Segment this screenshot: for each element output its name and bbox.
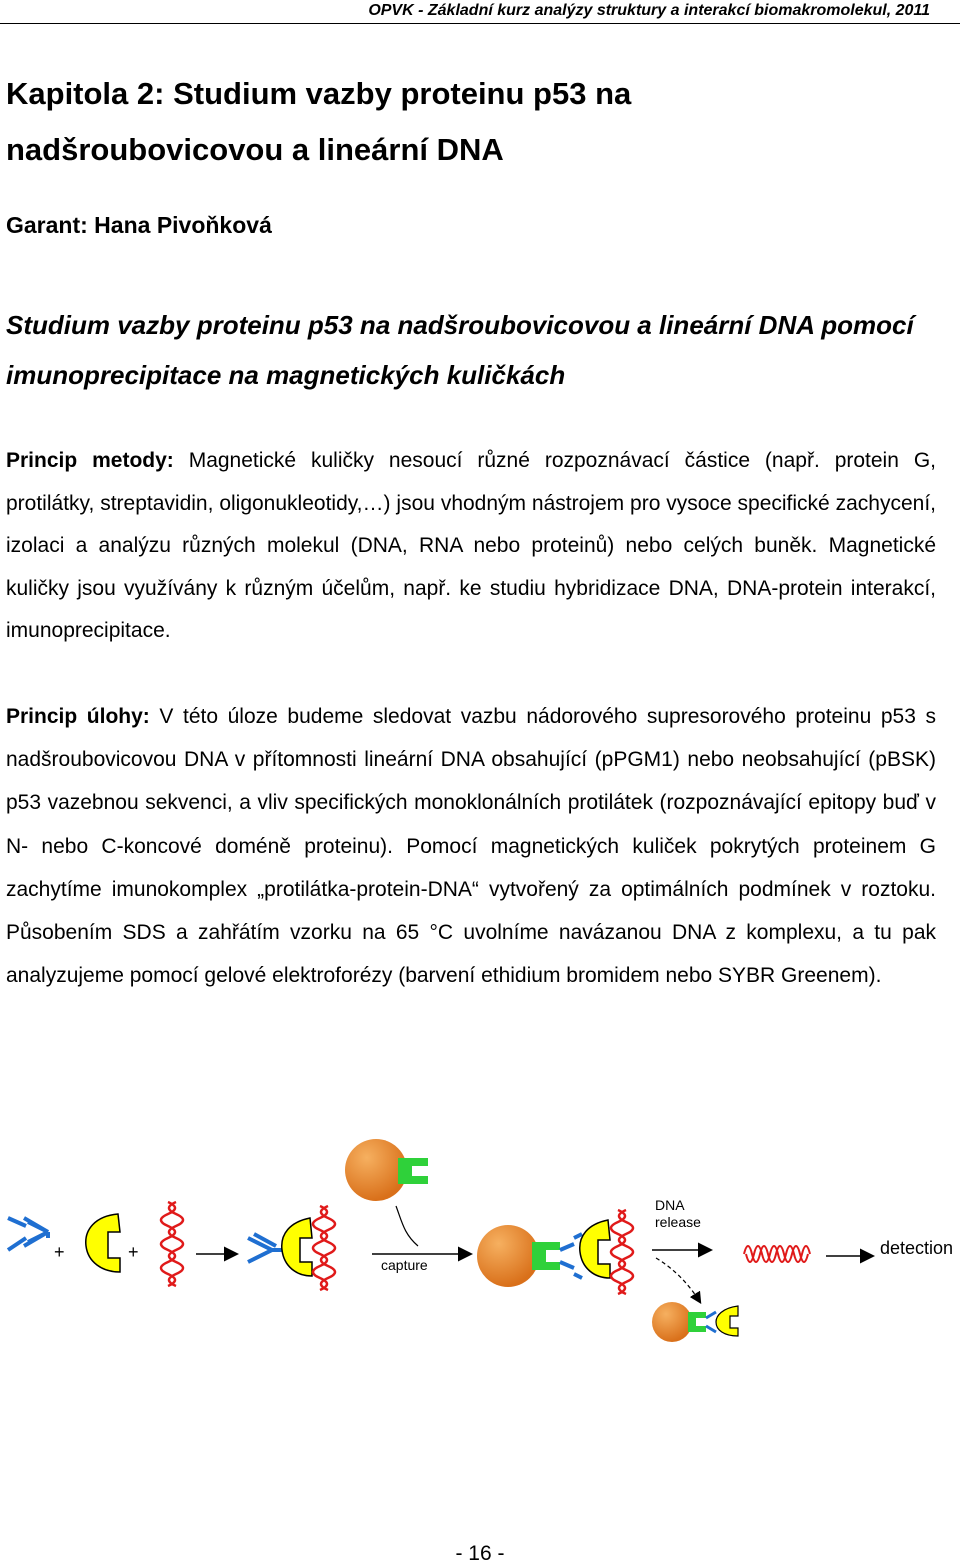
plus-sign: +	[128, 1242, 139, 1262]
principle-method-text: Magnetické kuličky nesoucí různé rozpoznávací částice (např. protein G, protilátky, streptavidin, oligonukleotidy,…) jsou vhodným nástrojem pro vysoce specifické zachycení, izolaci a analýzu různých molekul (DNA, RNA nebo proteinů) nebo celých buněk. Magnetické kuličky jsou využívány k různým účelům, např. ke studiu hybridizace DNA, DNA-protein interakcí, imunoprecipitace.	[6, 449, 936, 643]
released-dna-icon	[744, 1246, 810, 1262]
release-dashed-arrow	[656, 1258, 700, 1302]
principle-task-text: V této úloze budeme sledovat vazbu nádorového supresorového proteinu p53 s nadšroubovicovou DNA v přítomnosti lineární DNA obsahující (pPGM1) nebo neobsahující (pBSK) p53 vazebnou sekvenci, a vliv specifických monoklonálních protilátek (rozpoznávající epitopy buď v N- nebo C-koncové doméně proteinu). Pomocí magnetických kuliček pokrytých proteinem G zachytíme imunokomplex „protilátka-protein-DNA“ vytvořený za optimálních podmínek v roztoku. Působením SDS a zahřátím vzorku na 65 °C uvolníme navázanou DNA z komplexu, a tu pak analyzujeme pomocí gelové elektroforézy (barvení ethidium bromidem nebo SYBR Greenem).	[6, 705, 936, 988]
antibody-icon	[8, 1218, 48, 1250]
plus-sign: +	[54, 1242, 65, 1262]
capture-label: capture	[381, 1257, 428, 1273]
dna-release-label-2: release	[655, 1214, 701, 1230]
guarantor: Garant: Hana Pivoňková	[6, 212, 272, 238]
section-subtitle: Studium vazby proteinu p53 na nadšroubovicovou a lineární DNA pomocí imunoprecipitace na magnetických kuličkách	[6, 310, 914, 390]
running-header: OPVK - Základní kurz analýzy struktury a interakcí biomakromolekul, 2011	[368, 2, 930, 19]
capture-pointer	[396, 1206, 418, 1246]
principle-method-paragraph	[6, 440, 936, 653]
page-number: - 16 -	[455, 1542, 505, 1565]
immunocomplex-icon	[248, 1206, 335, 1290]
immunoprecipitation-diagram	[0, 1130, 960, 1360]
magnetic-bead-icon	[345, 1139, 428, 1201]
p53-protein-icon	[86, 1214, 120, 1272]
bead-complex-icon	[477, 1210, 633, 1294]
chapter-title: Kapitola 2: Studium vazby proteinu p53 na nadšroubovicovou a lineární DNA	[6, 76, 632, 167]
header-divider	[0, 23, 960, 24]
dna-icon	[161, 1202, 183, 1286]
principle-task-label: Princip úlohy:	[6, 705, 150, 728]
detection-label: detection	[880, 1238, 954, 1258]
principle-method-label: Princip metody:	[6, 449, 174, 472]
dna-release-label-1: DNA	[655, 1197, 685, 1213]
principle-task-paragraph	[6, 695, 936, 997]
bead-after-release-icon	[652, 1302, 738, 1342]
